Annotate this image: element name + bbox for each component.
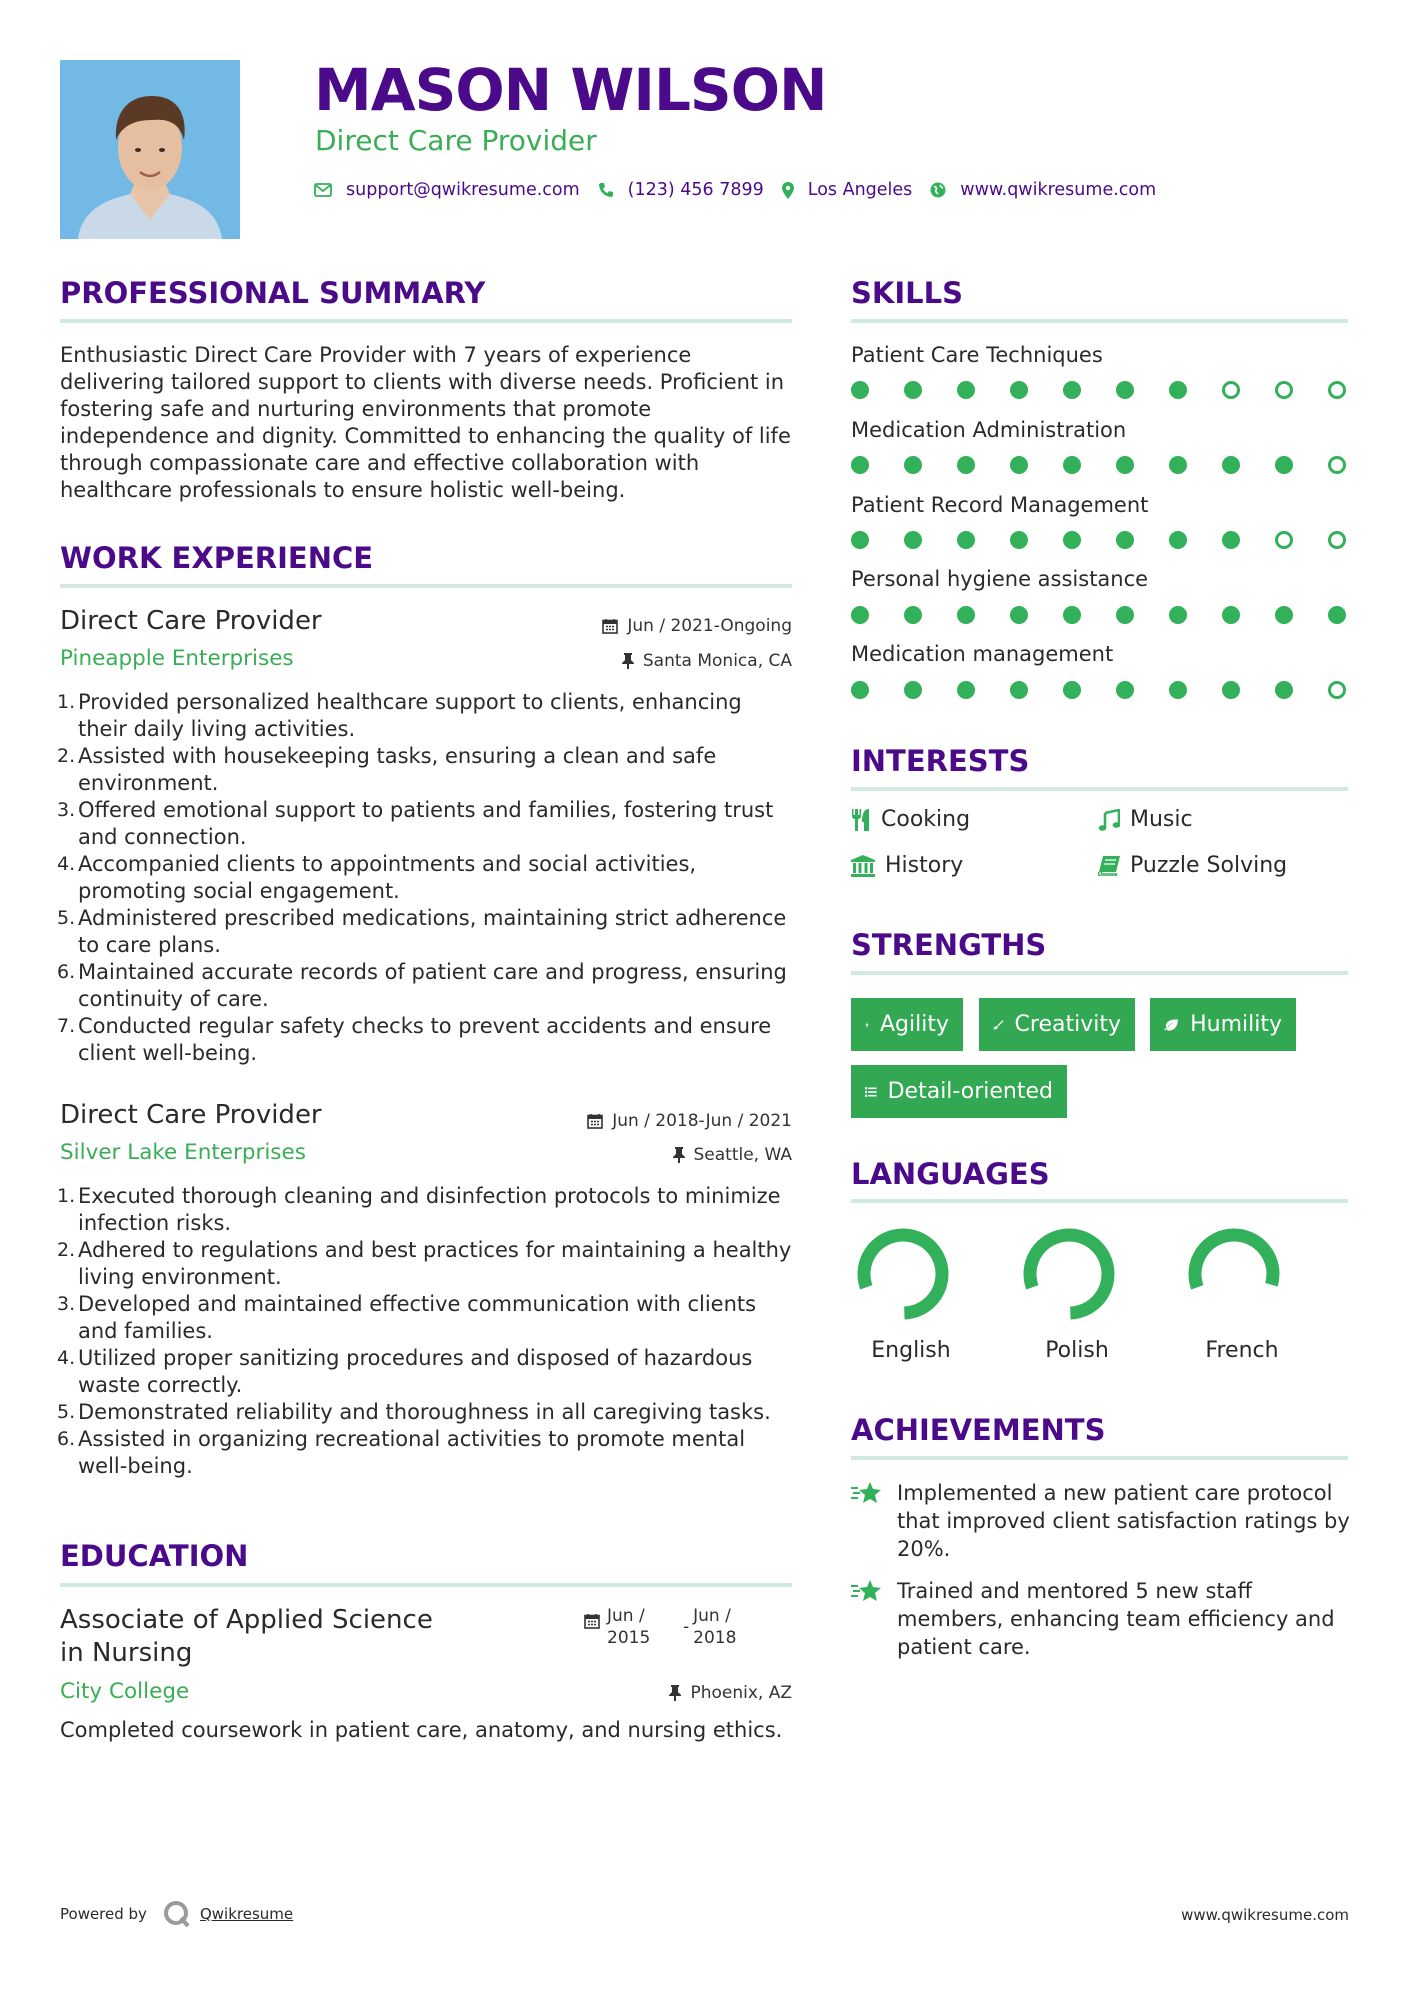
skill-dot-filled [1063,531,1081,549]
skill-rating [851,605,1351,627]
profile-photo [60,60,240,239]
strength-label: Detail-oriented [887,1079,1053,1104]
skill-dot-filled [1010,531,1028,549]
skill-dot-filled [1116,381,1134,399]
skill-rating [851,455,1351,477]
skill-dot-filled [851,456,869,474]
skill-name: Patient Care Techniques [851,343,1103,367]
achievement-text: Implemented a new patient care protocol that improved client satisfaction ratings by 20%. [897,1481,1350,1561]
start-month: Jun / [607,1606,645,1626]
list-item: Adhered to regulations and best practices for maintaining a healthy living environment. [78,1238,792,1289]
skill-dot-filled [1063,381,1081,399]
paintbrush-icon [993,1015,1004,1035]
education-start [607,1605,683,1649]
music-icon [1098,809,1120,831]
skill-dot-filled [1222,531,1240,549]
language-ring [1019,1224,1119,1324]
utensils-icon [851,809,871,831]
work-heading: WORK EXPERIENCE [60,541,374,575]
end-year: 2018 [693,1628,737,1648]
skill-dot-filled [1116,456,1134,474]
list-item: Executed thorough cleaning and disinfection protocols to minimize infection risks. [78,1184,781,1235]
achievement-item [851,1479,1351,1563]
skill-dot-filled [957,456,975,474]
interests-heading: INTERESTS [851,744,1030,778]
job-location-text: Santa Monica, CA [642,651,792,671]
contact-email[interactable] [314,180,580,200]
skill-dot-filled [904,531,922,549]
skill-dot-filled [851,381,869,399]
website-text: www.qwikresume.com [960,180,1157,200]
strength-label: Creativity [1014,1012,1121,1037]
list-item: Utilized proper sanitizing procedures and disposed of hazardous waste correctly. [78,1346,753,1397]
end-month: Jun / [693,1606,731,1626]
bolt-icon [865,1015,869,1035]
pushpin-icon [669,1685,681,1701]
skills-rule [851,319,1348,323]
shooting-star-icon [851,1479,883,1507]
education-location-text: Phoenix, AZ [690,1683,792,1703]
strength-badge [979,998,1135,1051]
skill-dot-filled [1010,606,1028,624]
job-bullets [57,1183,797,1480]
strengths-heading: STRENGTHS [851,928,1047,962]
list-item: Assisted in organizing recreational activities to promote mental well-being. [78,1427,746,1478]
job-dates-text: Jun / 2018-Jun / 2021 [612,1111,792,1131]
skill-dot-filled [1169,606,1187,624]
skill-dot-filled [1169,681,1187,699]
skill-dot-filled [851,531,869,549]
list-item: Maintained accurate records of patient care and progress, ensuring continuity of care. [78,960,787,1011]
list-item: Demonstrated reliability and thoroughness in all caregiving tasks. [78,1400,771,1424]
skill-dot-empty [1328,456,1346,474]
skill-dot-filled [1222,456,1240,474]
shooting-star-icon [851,1577,883,1605]
skill-dot-filled [1010,381,1028,399]
email-text: support@qwikresume.com [346,180,580,200]
skill-dot-filled [904,681,922,699]
languages-rule [851,1199,1348,1203]
language-ring-arc [1195,1235,1273,1287]
job-dates-text: Jun / 2021-Ongoing [627,616,792,636]
list-item: Accompanied clients to appointments and social activities, promoting social engagement. [78,852,697,903]
skill-dot-empty [1222,381,1240,399]
strength-badge [851,998,963,1051]
brand-link[interactable]: Qwikresume [199,1905,294,1923]
language-ring-arc [864,1235,942,1313]
skill-dot-filled [1116,606,1134,624]
language-ring-arc [1030,1235,1108,1313]
skill-dot-filled [957,606,975,624]
education-dates [584,1605,736,1649]
qwikresume-logo-icon [162,1899,192,1929]
job-location-text: Seattle, WA [693,1145,792,1165]
education-location [669,1683,792,1703]
skill-rating [851,530,1351,552]
skill-dot-empty [1328,681,1346,699]
skill-rating [851,380,1351,402]
job-company: Silver Lake Enterprises [60,1140,306,1165]
skill-dot-filled [1116,531,1134,549]
summary-heading: PROFESSIONAL SUMMARY [60,276,486,310]
job-dates [602,616,792,636]
skill-dot-filled [1010,456,1028,474]
skill-dot-filled [1116,681,1134,699]
skill-dot-filled [1275,606,1293,624]
education-heading: EDUCATION [60,1539,249,1573]
skill-dot-filled [1275,681,1293,699]
pushpin-icon [673,1147,685,1163]
powered-by-text: Powered by [60,1905,147,1923]
phone-text: (123) 456 7899 [627,180,764,200]
interest-label: Cooking [881,807,971,832]
skill-dot-empty [1275,531,1293,549]
calendar-icon [587,1113,603,1129]
calendar-icon [602,618,618,634]
school-name: City College [60,1679,190,1704]
skill-dot-filled [1328,606,1346,624]
language-name: English [871,1338,951,1363]
achievement-text: Trained and mentored 5 new staff members, enhancing team efficiency and patient care. [897,1579,1335,1659]
contact-website[interactable] [930,180,1156,200]
contact-location [782,180,913,200]
language-name: French [1205,1338,1279,1363]
skill-name: Patient Record Management [851,493,1149,517]
strength-label: Agility [880,1012,949,1037]
skill-dot-filled [1063,681,1081,699]
list-item: Administered prescribed medications, maintaining strict adherence to care plans. [78,906,787,957]
landmark-icon [851,855,875,877]
work-rule [60,584,792,588]
skill-dot-filled [851,681,869,699]
leaf-icon [1164,1016,1179,1034]
skill-dot-filled [1169,381,1187,399]
interest-label: History [885,853,964,878]
language-name: Polish [1045,1338,1109,1363]
achievements-heading: ACHIEVEMENTS [851,1413,1106,1447]
list-icon [865,1083,877,1101]
envelope-icon [314,183,332,197]
contact-bar [314,177,1174,203]
calendar-icon [584,1613,600,1629]
footer-website[interactable]: www.qwikresume.com [1181,1906,1349,1924]
achievement-item [851,1577,1351,1661]
job-location [673,1145,793,1165]
candidate-role: Direct Care Provider [315,124,597,157]
skill-dot-filled [957,531,975,549]
skill-dot-filled [957,681,975,699]
job-title: Direct Care Provider [60,606,322,636]
skill-dot-filled [1063,456,1081,474]
footer-powered-by [60,1899,293,1929]
interest-item [851,807,970,832]
education-end [693,1605,736,1649]
degree-title: Associate of Applied Science in Nursing [60,1605,433,1668]
phone-icon [598,182,614,198]
skill-dot-filled [904,456,922,474]
job-bullets [57,689,797,1067]
book-icon [1098,856,1120,876]
skill-dot-empty [1328,531,1346,549]
strength-badge [1150,998,1296,1051]
education-rule [60,1583,792,1587]
language-ring [1184,1224,1284,1324]
skill-dot-filled [1169,456,1187,474]
contact-phone[interactable] [598,180,764,200]
list-item: Offered emotional support to patients and families, fostering trust and connection. [78,798,774,849]
location-text: Los Angeles [807,180,913,200]
skill-dot-filled [1275,456,1293,474]
strength-badge [851,1065,1067,1118]
globe-icon [930,182,946,198]
skill-dot-empty [1275,381,1293,399]
interest-label: Puzzle Solving [1130,853,1288,878]
skill-dot-filled [1222,681,1240,699]
job-dates [587,1111,792,1131]
start-year: 2015 [607,1628,651,1648]
map-marker-icon [782,182,794,199]
skill-name: Medication management [851,642,1114,666]
skill-dot-empty [1328,381,1346,399]
date-separator: - [683,1617,690,1637]
skill-dot-filled [1063,606,1081,624]
list-item: Provided personalized healthcare support to clients, enhancing their daily living activities. [78,690,742,741]
interest-item [851,853,963,878]
job-title: Direct Care Provider [60,1100,322,1130]
skill-name: Personal hygiene assistance [851,567,1149,591]
skill-dot-filled [1222,606,1240,624]
summary-text: Enthusiastic Direct Care Provider with 7 years of experience delivering tailored support to clients with diverse needs. Proficient in fostering safe and nurturing environments that promote independence and dignity. Committed to enhancing the quality of life through compassionate care and effective collaboration with healthcare professionals to ensure holistic well-being. [60,343,791,502]
interest-label: Music [1130,807,1193,832]
job-company: Pineapple Enterprises [60,646,294,671]
skill-dot-filled [851,606,869,624]
interest-item [1098,807,1193,832]
strengths-rule [851,971,1348,975]
languages-heading: LANGUAGES [851,1157,1050,1191]
list-item: Developed and maintained effective communication with clients and families. [78,1292,757,1343]
candidate-name: MASON WILSON [314,56,827,124]
achievements-rule [851,1456,1348,1460]
skill-dot-filled [957,381,975,399]
list-item: Conducted regular safety checks to prevent accidents and ensure client well-being. [78,1014,772,1065]
skill-rating [851,680,1351,702]
interest-item [1098,853,1287,878]
education-description: Completed coursework in patient care, anatomy, and nursing ethics. [60,1718,783,1742]
summary-rule [60,319,792,323]
strength-label: Humility [1190,1012,1282,1037]
skill-dot-filled [1169,531,1187,549]
skill-name: Medication Administration [851,418,1127,442]
skills-heading: SKILLS [851,276,963,310]
skill-dot-filled [904,381,922,399]
skill-dot-filled [904,606,922,624]
pushpin-icon [622,653,634,669]
interests-rule [851,787,1348,791]
language-ring [853,1224,953,1324]
job-location [622,651,792,671]
skill-dot-filled [1010,681,1028,699]
list-item: Assisted with housekeeping tasks, ensuring a clean and safe environment. [78,744,717,795]
